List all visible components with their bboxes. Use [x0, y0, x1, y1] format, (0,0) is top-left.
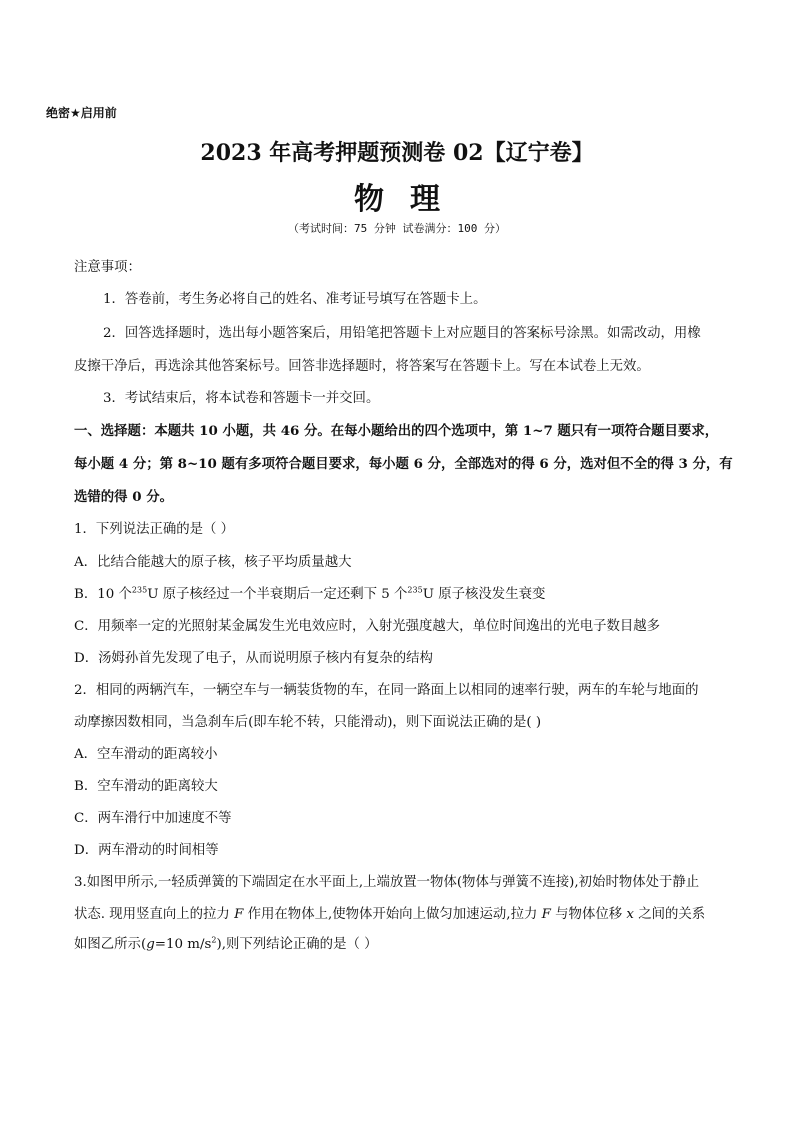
q3-stem-line-1: 3.如图甲所示,一轻质弹簧的下端固定在水平面上,上端放置一物体(物体与弹簧不连接),初始时物体处于静止	[74, 875, 700, 890]
notice-item-2-cont: 皮擦干净后，再选涂其他答案标号。回答非选择题时，将答案写在答题卡上。写在本试卷上无效。	[74, 359, 650, 374]
subject-title: 物理	[354, 182, 466, 217]
q3-stem-line-3: 如图乙所示(g=10 $m/s^2$),则下列结论正确的是（ ）	[74, 935, 378, 952]
q2-stem-line-1: 2．相同的两辆汽车，一辆空车与一辆装货物的车，在同一路面上以相同的速率行驶，两车的车轮与地面的	[74, 683, 699, 698]
exam-meta: （考试时间：75 分钟 试卷满分：100 分）	[288, 222, 506, 235]
q2-option-c: C．两车滑行中加速度不等	[74, 811, 232, 826]
q1-option-d: D．汤姆孙首先发现了电子，从而说明原子核内有复杂的结构	[74, 651, 433, 666]
q2-option-a: A．空车滑动的距离较小	[74, 747, 218, 762]
exam-title: 2023 年高考押题预测卷 02【辽宁卷】	[200, 140, 594, 166]
q1-option-a: A．比结合能越大的原子核，核子平均质量越大	[74, 555, 352, 570]
notice-item-3: 3．考试结束后，将本试卷和答题卡一并交回。	[103, 391, 380, 406]
q2-option-b: B．空车滑动的距离较大	[74, 779, 218, 794]
section-line-1: 一、选择题：本题共 10 小题，共 46 分。在每小题给出的四个选项中，第 1~7 题只有一项符合题目要求，	[74, 423, 719, 439]
section-line-3: 选错的得 0 分。	[74, 489, 173, 505]
q3-stem-line-2: 状态. 现用竖直向上的拉力 F 作用在物体上,使物体开始向上做匀加速运动,拉力 F 与物体位移 x 之间的关系	[74, 907, 706, 922]
notice-heading: 注意事项：	[74, 260, 141, 275]
secret-label: 绝密★启用前	[46, 106, 117, 120]
notice-item-2: 2．回答选择题时，选出每小题答案后，用铅笔把答题卡上对应题目的答案标号涂黑。如需改动，用橡	[103, 326, 701, 341]
notice-item-1: 1．答卷前，考生务必将自己的姓名、准考证号填写在答题卡上。	[103, 292, 487, 307]
q1-stem: 1．下列说法正确的是（ ）	[74, 522, 235, 537]
q1-option-b: B．10 个$^{235}$U 原子核经过一个半衰期后一定还剩下 5 个$^{235}$U 原子核没发生衰变	[74, 585, 546, 602]
q2-stem-line-2: 动摩擦因数相同，当急刹车后(即车轮不转，只能滑动)，则下面说法正确的是( )	[74, 715, 542, 730]
section-line-2: 每小题 4 分；第 8~10 题有多项符合题目要求，每小题 6 分，全部选对的得 6 分，选对但不全的得 3 分，有	[74, 456, 733, 472]
q1-option-c: C．用频率一定的光照射某金属发生光电效应时，入射光强度越大，单位时间逸出的光电子数目越多	[74, 619, 661, 634]
q2-option-d: D．两车滑动的时间相等	[74, 843, 219, 858]
